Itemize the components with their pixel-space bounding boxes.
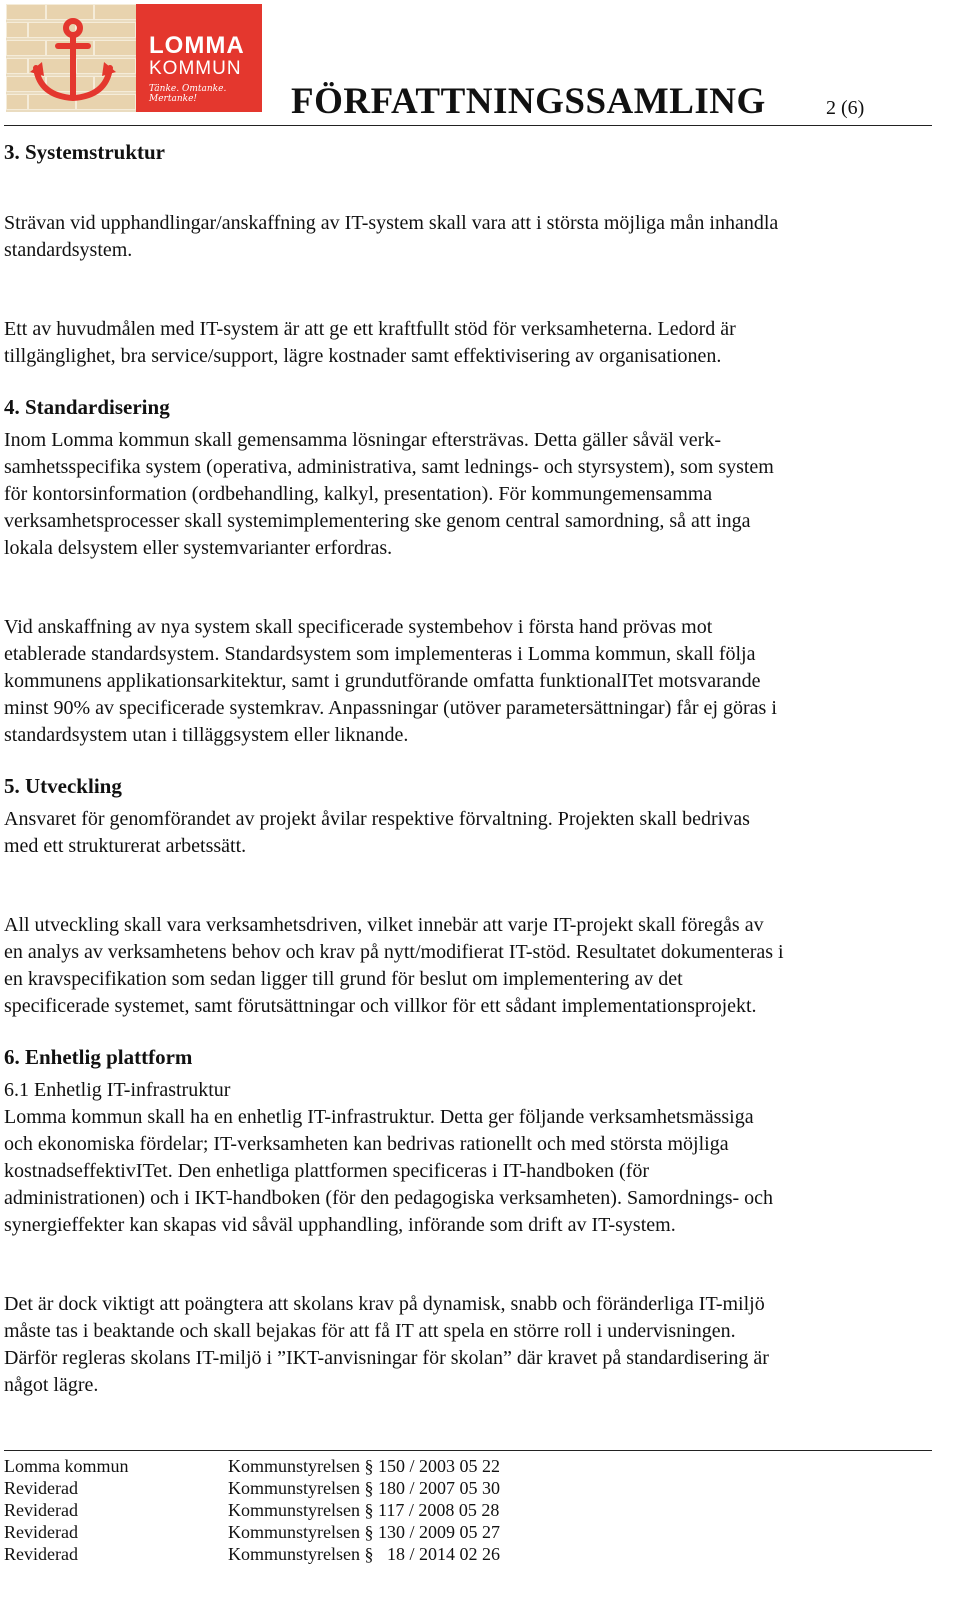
paragraph-line: med ett strukturerat arbetssätt. (4, 835, 247, 857)
section-heading-enhetlig-plattform: 6. Enhetlig plattform (4, 1045, 193, 1069)
footer-reference: Kommunstyrelsen § 130 / 2009 05 27 (228, 1522, 500, 1542)
paragraph-line: kostnadseffektivITet. Den enhetliga plattformen specificeras i IT-handboken (för (4, 1160, 650, 1182)
paragraph-line: och ekonomiska fördelar; IT-verksamheten kan bedrivas rationellt och med största möjliga (4, 1133, 729, 1155)
footer-reference: Kommunstyrelsen § 180 / 2007 05 30 (228, 1478, 500, 1498)
lomma-kommun-logo (6, 4, 262, 112)
paragraph-line: Strävan vid upphandlingar/anskaffning av IT-system skall vara att i största möjliga mån inhandla (4, 212, 779, 234)
section-heading-systemstruktur: 3. Systemstruktur (4, 140, 165, 164)
footer-reference: Kommunstyrelsen § 18 / 2014 02 26 (228, 1544, 500, 1564)
paragraph-line: kommunens applikationsarkitektur, samt i grundutförande omfatta funktionalITet motsvarande (4, 670, 761, 692)
paragraph-line: en analys av verksamhetens behov och krav på nytt/modifierat IT-stöd. Resultatet dokumenteras i (4, 941, 784, 963)
anchor-icon (28, 18, 118, 104)
document-title: FÖRFATTNINGSSAMLING (291, 81, 766, 122)
footer-label: Reviderad (4, 1478, 78, 1498)
footer-reference: Kommunstyrelsen § 150 / 2003 05 22 (228, 1456, 500, 1476)
page-number: 2 (6) (826, 97, 865, 119)
paragraph-line: specificerade systemet, samt förutsättningar och villkor för ett sådant implementationsprojekt. (4, 995, 757, 1017)
footer-label: Lomma kommun (4, 1456, 129, 1476)
section-heading-standardisering: 4. Standardisering (4, 395, 170, 419)
paragraph-line: något lägre. (4, 1374, 99, 1396)
logo-text-kommun: KOMMUN (149, 58, 242, 79)
paragraph-line: verksamhetsprocesser skall systemimplementering ske genom central samordning, så att inga (4, 510, 751, 532)
header-divider (4, 125, 932, 126)
paragraph-line: samhetsspecifika system (operativa, administrativa, samt lednings- och styrsystem), som system (4, 456, 774, 478)
paragraph-line: All utveckling skall vara verksamhetsdriven, vilket innebär att varje IT-projekt skall föregås av (4, 914, 764, 936)
footer-row (4, 1543, 500, 1565)
paragraph-line: Det är dock viktigt att poängtera att skolans krav på dynamisk, snabb och föränderliga IT-miljö (4, 1293, 765, 1315)
paragraph-line: Därför regleras skolans IT-miljö i ”IKT-anvisningar för skolan” där kravet på standardisering är (4, 1347, 769, 1369)
paragraph-line: Vid anskaffning av nya system skall specificerade systembehov i första hand prövas mot (4, 616, 713, 638)
paragraph-line: måste tas i beaktande och skall bejakas för att få IT att spela en större roll i undervisningen. (4, 1320, 736, 1342)
paragraph-line: standardsystem. (4, 239, 133, 261)
paragraph-line: etablerade standardsystem. Standardsystem som implementeras i Lomma kommun, skall följa (4, 643, 756, 665)
footer-label: Reviderad (4, 1500, 78, 1520)
paragraph-line: lokala delsystem eller systemvarianter erfordras. (4, 537, 393, 559)
footer-row (4, 1499, 499, 1521)
footer-reference: Kommunstyrelsen § 117 / 2008 05 28 (228, 1500, 500, 1520)
paragraph-line: administrationen) och i IKT-handboken (för den pedagogiska verksamheten). Samordnings- och (4, 1187, 774, 1209)
paragraph-line: Ett av huvudmålen med IT-system är att ge ett kraftfullt stöd för verksamheterna. Ledord är (4, 318, 736, 340)
footer-label: Reviderad (4, 1522, 78, 1542)
paragraph-line: synergieffekter kan skapas vid såväl upphandling, införande som drift av IT-system. (4, 1214, 676, 1236)
paragraph-line: Lomma kommun skall ha en enhetlig IT-infrastruktur. Detta ger följande verksamhetsmässiga (4, 1106, 754, 1128)
footer-label: Reviderad (4, 1544, 78, 1564)
logo-text-lomma: LOMMA (149, 32, 245, 59)
paragraph-line: minst 90% av specificerade systemkrav. Anpassningar (utöver parametersättningar) får ej göras i (4, 697, 777, 719)
paragraph-line: Ansvaret för genomförandet av projekt åvilar respektive förvaltning. Projekten skall bedrivas (4, 808, 750, 830)
footer-row (4, 1455, 500, 1477)
logo-tagline: Tänke. Omtanke. Mertanke! (149, 84, 227, 104)
paragraph-line: Inom Lomma kommun skall gemensamma lösningar eftersträvas. Detta gäller såväl verk- (4, 429, 722, 451)
paragraph-line: en kravspecifikation som sedan ligger till grund för beslut om implementering av det (4, 968, 683, 990)
footer-divider (4, 1450, 932, 1451)
footer-row (4, 1521, 500, 1543)
footer-row (4, 1477, 500, 1499)
paragraph-line: standardsystem utan i tilläggsystem eller liknande. (4, 724, 409, 746)
paragraph-line: tillgänglighet, bra service/support, lägre kostnader samt effektivisering av organisationen. (4, 345, 722, 367)
subsection-heading: 6.1 Enhetlig IT-infrastruktur (4, 1079, 231, 1101)
paragraph-line: för kontorsinformation (ordbehandling, kalkyl, presentation). För kommungemensamma (4, 483, 713, 505)
section-heading-utveckling: 5. Utveckling (4, 774, 122, 798)
